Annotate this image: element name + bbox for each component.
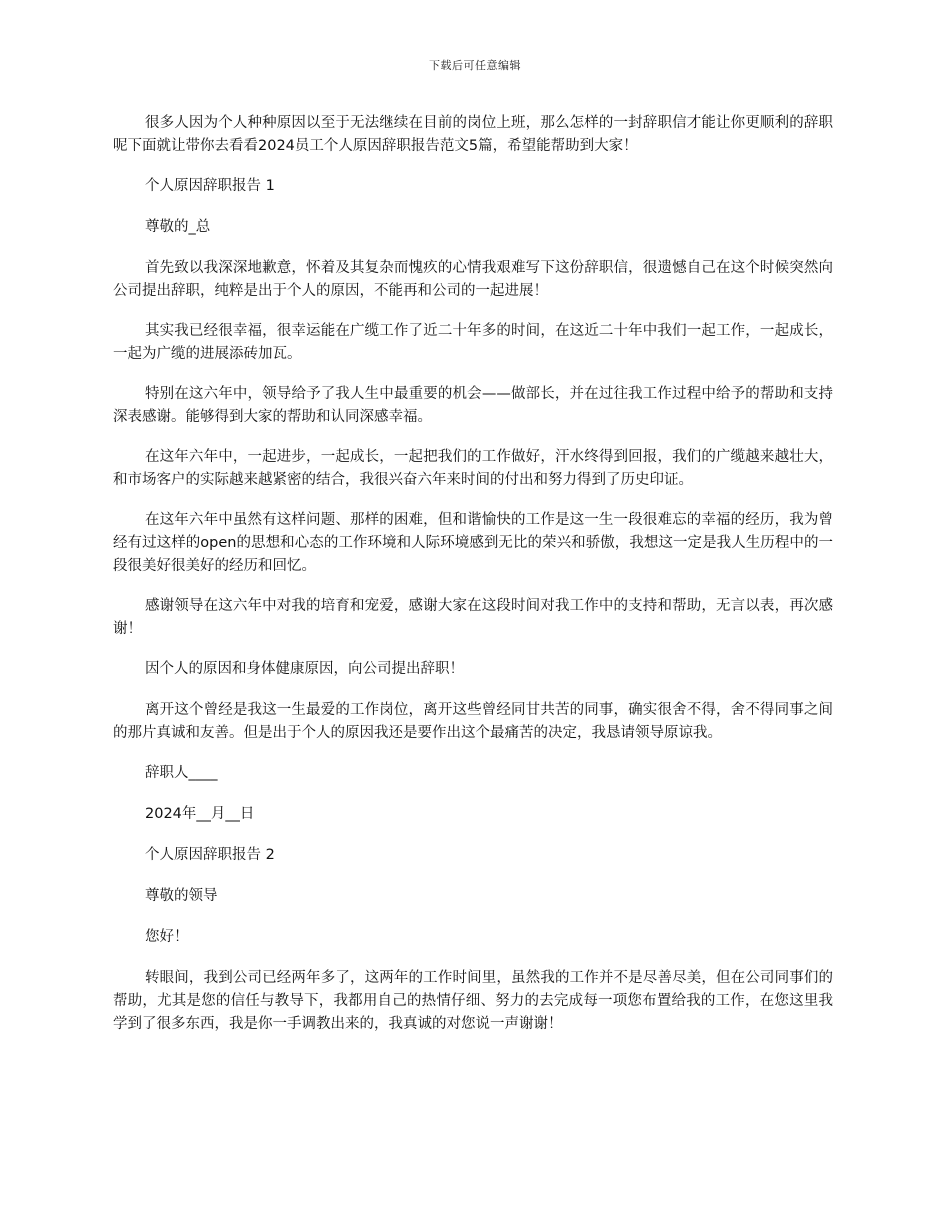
salutation-1: 尊敬的_总: [145, 219, 211, 235]
paragraph-1: 首先致以我深深地歉意，怀着及其复杂而愧疚的心情我艰难写下这份辞职信，很遗憾自己在这个时候突然向公司提出辞职，纯粹是出于个人的原因，不能再和公司的一起进展！: [113, 260, 833, 299]
date-line-1: 2024年__月__日: [145, 806, 255, 822]
paragraph-9: 转眼间，我到公司已经两年多了，这两年的工作时间里，虽然我的工作并不是尽善尽美，但在公司同事们的帮助，尤其是您的信任与教导下，我都用自己的热情仔细、努力的去完成每一项您布置给我的工作，在您这里我学到了很多东西，我是你一手调教出来的，我真诚的对您说一声谢谢！: [113, 970, 833, 1032]
salutation-2: 尊敬的领导: [145, 888, 218, 904]
paragraph-2: 其实我已经很幸福，很幸运能在广缆工作了近二十年多的时间，在这近二十年中我们一起工作，一起成长，一起为广缆的进展添砖加瓦。: [113, 323, 833, 362]
paragraph-6: 感谢领导在这六年中对我的培育和宠爱，感谢大家在这段时间对我工作中的支持和帮助，无言以表，再次感谢！: [113, 598, 833, 637]
document-body: [113, 112, 833, 1053]
intro-paragraph: 很多人因为个人种种原因以至于无法继续在目前的岗位上班，那么怎样的一封辞职信才能让你更顺利的辞职呢下面就让带你去看看2024员工个人原因辞职报告范文5篇，希望能帮助到大家！: [113, 115, 833, 154]
paragraph-8: 离开这个曾经是我这一生最爱的工作岗位，离开这些曾经同甘共苦的同事，确实很舍不得，舍不得同事之间的那片真诚和友善。但是出于个人的原因我还是要作出这个最痛苦的决定，我恳请领导原谅我。: [113, 702, 833, 741]
report-title-2: 个人原因辞职报告 2: [145, 847, 275, 863]
paragraph-4: 在这年六年中，一起进步，一起成长，一起把我们的工作做好，汗水终得到回报，我们的广缆越来越壮大，和市场客户的实际越来越紧密的结合，我很兴奋六年来时间的付出和努力得到了历史印证。: [113, 449, 833, 488]
paragraph-3: 特别在这六年中，领导给予了我人生中最重要的机会——做部长，并在过往我工作过程中给予的帮助和支持深表感谢。能够得到大家的帮助和认同深感幸福。: [113, 386, 833, 425]
paragraph-5: 在这年六年中虽然有这样问题、那样的困难，但和谐愉快的工作是这一生一段很难忘的幸福的经历，我为曾经有过这样的open的思想和心态的工作环境和人际环境感到无比的荣兴和骄傲，我想这一定是我人生历程中的一段很美好很美好的经历和回忆。: [113, 512, 833, 574]
paragraph-7: 因个人的原因和身体健康原因，向公司提出辞职！: [145, 661, 464, 677]
greeting-2: 您好！: [145, 929, 189, 945]
report-title-1: 个人原因辞职报告 1: [145, 178, 275, 194]
header-note: 下载后可任意编辑: [429, 59, 521, 72]
signer-line-1: 辞职人____: [145, 765, 218, 781]
